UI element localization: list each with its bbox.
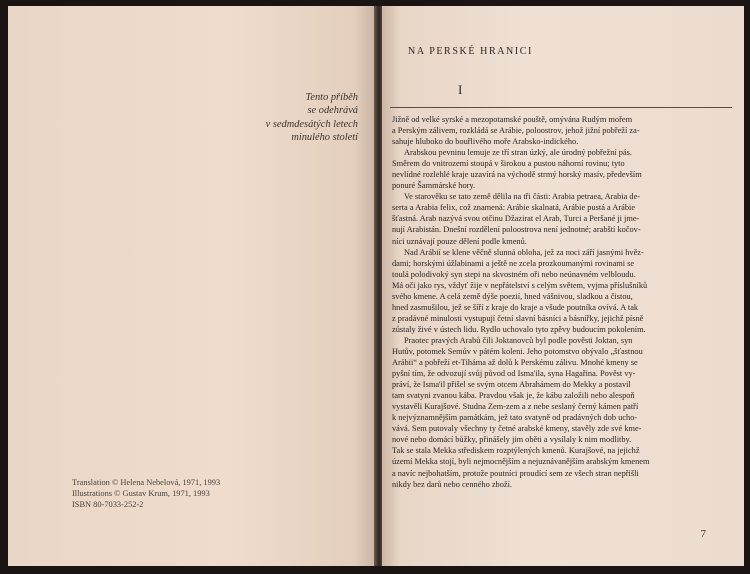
chapter-body-text xyxy=(392,114,728,490)
text-line: nevlídné rozlehlé kraje uzavírá na východě strmý horský masív, především xyxy=(392,170,642,180)
text-line: Jižně od velké syrské a mezopotamské pouště, omývána Rudým mořem xyxy=(392,115,633,124)
text-line: nové nebo domácí bůžky, přinášely jim oběti a vysílaly k nim modlitby. xyxy=(392,435,632,445)
text-line: Tak se stala Mekka střediskem rozptýlených kmenů. Kurajšové, na jejichž xyxy=(392,446,640,456)
epigraph-line: se odehrává xyxy=(307,105,358,117)
text-line: z pradávné minulosti vystupují četní slavní básníci a básnířky, jejichž písně xyxy=(392,313,644,323)
text-line: Má oči jako rys, vždyť žije v nepřátelství s celým světem, vyjma příslušníků xyxy=(392,280,648,290)
text-line: Nad Arábií se klene věčně slunná obloha, jež za noci září jasnými hvěz- xyxy=(404,247,644,257)
epigraph-line: v sedmdesátých letech xyxy=(265,118,358,130)
text-line: Arábii“ a pobřeží et-Tiháma až dolů k Perskému zálivu. Mnohé kmeny se xyxy=(392,358,638,368)
text-line: šťastná. Arab nazývá svou otčinu Džazirat el Arab, Turci a Peršané ji jme- xyxy=(392,214,640,224)
text-line: a navíc nejbohatším, protože poutníci proudící sem ze všech stran nepřišli xyxy=(392,468,639,478)
text-line: serta a Arabia felix, což znamená: Arábie skalnatá, Arábie pustá a Arábie xyxy=(392,203,636,213)
text-line: dami; horskými úžlabinami a ještě ne zcela prozkoumanými rovinami se xyxy=(392,258,635,268)
copyright-credits xyxy=(72,477,220,510)
translation-credit: Translation © Helena Nebelová, 1971, 1993 xyxy=(72,478,221,487)
epigraph xyxy=(198,91,358,145)
illustrations-credit: Illustrations © Gustav Krum, 1971, 1993 xyxy=(72,489,210,498)
right-page xyxy=(382,6,744,566)
text-line: k nejvýznamnějším památkám, jež tato svatyně od pradávných dob ucho- xyxy=(392,413,638,423)
text-line: Hutův, potomek Semův v pátém koleni. Jeho potomstvo obývalo „šťastnou xyxy=(392,346,643,356)
text-line: práví, že Isma'il přišel se svým otcem Abrahámem do Mekky a postavil xyxy=(392,380,631,390)
text-line: a Perským zálivem, rozkládá se Arábie, poloostrov, jehož jižní pobřeží za- xyxy=(392,126,640,136)
text-line: sahuje hluboko do bouřlivého moře Arabsko-indického. xyxy=(392,137,579,147)
text-line: níci uznávají pouze dělení podle kmenů. xyxy=(392,236,527,246)
text-line: tam svatyni zvanou kába. Pravdou však je, že kábu založili nebo alespoň xyxy=(392,391,635,401)
chapter-number: I xyxy=(458,82,463,97)
epigraph-line: minulého století xyxy=(291,132,358,144)
isbn: ISBN 80-7033-252-2 xyxy=(72,500,144,509)
page-number: 7 xyxy=(700,528,706,540)
text-line: nují Arabistán. Dnešní rozdělení poloostrova není jednotné; arabští kočov- xyxy=(392,225,641,235)
text-line: Ve starověku se tato země dělila na tři části: Arabia petraea, Arabia de- xyxy=(404,192,641,202)
text-line: ponuré Šammárské hory. xyxy=(392,181,476,191)
running-title: NA PERSKÉ HRANICI xyxy=(408,46,533,57)
text-line: pyšní tím, že odvozují svůj původ od Isma'ila, syna Hagařina. Pověst vy- xyxy=(392,369,636,379)
text-line: toulá polodivoký syn stepi na skvostném oři nebo neúnavném velbloudu. xyxy=(392,269,636,279)
text-line: Arabskou pevninu lemuje ze tří stran úzký, ale úrodný pobřežní pás. xyxy=(404,148,632,158)
text-line: Praotec pravých Arabů čili Joktanovců byl podle pověsti Joktan, syn xyxy=(404,335,633,345)
left-page xyxy=(8,6,376,566)
text-line: nikdy bez darů nebo cenného zboží. xyxy=(392,479,513,489)
text-line: Směrem do vnitrozemí stoupá v širokou a pustou náhorní rovinu; tyto xyxy=(392,159,625,169)
text-line: území Mekka stojí, byli nejmocnějším a nejuznávanějším arabským kmenem xyxy=(392,457,650,467)
open-book xyxy=(8,6,744,566)
text-line: vává. Sem putovaly všechny ty četné arabské kmeny, stavěly zde své kme- xyxy=(392,424,642,434)
text-line: vystavěli Kurajšové. Studna Zem-zem a z nebe seslaný černý kámen patří xyxy=(392,402,639,412)
text-line: svého kmene. A celá země dýše poezií, hned vášnivou, sladkou a čistou, xyxy=(392,291,633,301)
chapter-rule xyxy=(390,107,732,108)
text-line: hned zasmušilou, jež se šíří z kraje do kraje a všude poutníka ovívá. A tak xyxy=(392,302,639,312)
epigraph-line: Tento příběh xyxy=(305,92,358,103)
text-line: zůstaly živé v ústech lidu. Rydlo uchovalo tyto zpěvy budoucím pokolením. xyxy=(392,324,646,334)
